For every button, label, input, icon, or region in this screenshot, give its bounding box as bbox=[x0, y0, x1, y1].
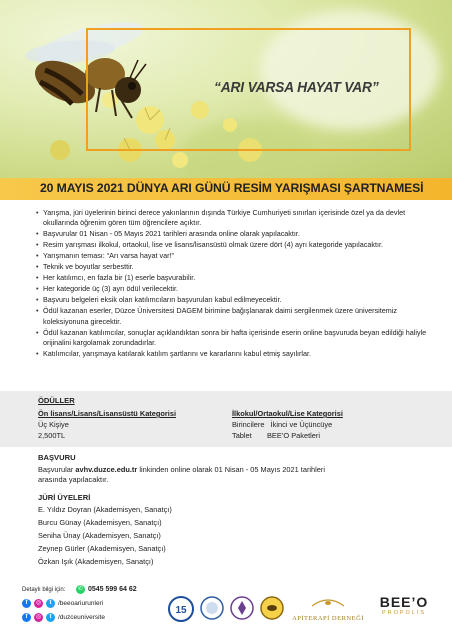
rule-item: • Yarışmanın teması: “Arı varsa hayat var!” bbox=[36, 251, 428, 261]
jury-member: E. Yıldız Doyran (Akademisyen, Sanatçı) bbox=[38, 505, 172, 514]
facebook-icon[interactable]: f bbox=[22, 613, 31, 622]
duzce-university-15-years-logo bbox=[168, 596, 194, 622]
apiterapi-label: APİTERAPİ DERNEĞİ bbox=[292, 615, 364, 622]
whatsapp-icon: ✆ bbox=[77, 586, 84, 592]
social-row-1 bbox=[22, 599, 103, 608]
instagram-icon[interactable]: ◎ bbox=[35, 600, 42, 606]
contact-phone[interactable]: 0545 599 64 62 bbox=[88, 586, 137, 593]
awards-right-category: İlkokul/Ortaokul/Lise Kategorisi bbox=[232, 409, 343, 418]
twitter-icon[interactable]: t bbox=[46, 613, 55, 622]
awards-left-prize: 2,500TL bbox=[38, 431, 66, 440]
beeo-wordmark: BEE’O bbox=[379, 594, 429, 610]
slogan: “ARI VARSA HAYAT VAR” bbox=[214, 79, 379, 96]
awards-right-prize-1: Tablet bbox=[232, 431, 252, 440]
awards-left-category: Ön lisans/Lisans/Lisansüstü Kategorisi bbox=[38, 409, 176, 418]
contact-handle-1[interactable]: /beeoariurunleri bbox=[58, 600, 104, 607]
awards-heading: ÖDÜLLER bbox=[38, 396, 75, 405]
rules-list bbox=[36, 208, 428, 360]
twitter-icon[interactable]: t bbox=[46, 599, 55, 608]
facebook-icon[interactable]: f bbox=[22, 599, 31, 608]
apiterapi-logo bbox=[292, 596, 364, 622]
university-seal-logo bbox=[200, 596, 224, 620]
instagram-icon[interactable]: ◎ bbox=[35, 614, 42, 620]
application-heading: BAŞVURU bbox=[38, 453, 76, 462]
jury-member: Seniha Ünay (Akademisyen, Sanatçı) bbox=[38, 531, 161, 540]
rule-item: • Teknik ve boyutlar serbesttir. bbox=[36, 262, 428, 272]
rule-item: • Başvurular 01 Nisan - 05 Mayıs 2021 tarihleri arasında online olarak yapılacaktır. bbox=[36, 229, 428, 239]
rule-item: • Ödül kazanan eserler, Düzce Üniversitesi DAGEM birimine bağışlanarak daimi sergilenmek üzere üniversitemiz koleksiyonuna girecektir. bbox=[36, 306, 428, 327]
apiterapi-bee-icon bbox=[292, 596, 364, 610]
application-link[interactable]: avhv.duzce.edu.tr bbox=[75, 465, 138, 474]
faculty-seal-logo bbox=[230, 596, 254, 620]
rule-item: • Katılımcılar, yarışmaya katılarak katılım şartlarını ve kararlarını kabul etmiş sayılırlar. bbox=[36, 349, 428, 359]
hero-image bbox=[0, 0, 452, 178]
contact-info-label: Detaylı bilgi için: bbox=[22, 587, 66, 593]
application-text-line2: arasında yapılacaktır. bbox=[38, 475, 109, 484]
rule-item: • Her kategoride üç (3) ayrı ödül verilecektir. bbox=[36, 284, 428, 294]
awards-left-rank: Üç Kişiye bbox=[38, 420, 69, 429]
svg-text:15: 15 bbox=[175, 605, 187, 616]
application-text-before: Başvurular bbox=[38, 465, 76, 474]
rule-item: • Her katılımcı, en fazla bir (1) eserle başvurabilir. bbox=[36, 273, 428, 283]
rule-item: • Başvuru belgeleri eksik olan katılımcıların başvuruları kabul edilmeyecektir. bbox=[36, 295, 428, 305]
awards-right-prize-2: BEE’O Paketleri bbox=[267, 431, 320, 440]
jury-member: Zeynep Gürler (Akademisyen, Sanatçı) bbox=[38, 544, 166, 553]
rule-item: • Resim yarışması ilkokul, ortaokul, lise ve lisans/lisansüstü olmak üzere dört (4) ayrı kategoride yapılacaktır. bbox=[36, 240, 428, 250]
contact-handle-2[interactable]: /duzceuniversite bbox=[58, 614, 105, 621]
jury-member: Burcu Günay (Akademisyen, Sanatçı) bbox=[38, 518, 162, 527]
beeo-logo bbox=[374, 594, 434, 616]
jury-member: Özkan Işık (Akademisyen, Sanatçı) bbox=[38, 557, 154, 566]
application-text-after: linkinden online olarak 01 Nisan - 05 Mayıs 2021 tarihleri bbox=[137, 465, 326, 474]
bee-research-logo bbox=[260, 596, 284, 620]
beeo-sub: PROPOLİS bbox=[381, 610, 427, 616]
awards-right-ranks: Birincilere İkinci ve Üçüncüye bbox=[232, 420, 333, 429]
rule-item: • Yarışma, jüri üyelerinin birinci derece yakınlarının dışında Türkiye Cumhuriyeti sınırları içerisinde özel ya da devlet okullarında öğrenim gören tüm öğrencilere açıktır. bbox=[36, 208, 428, 229]
phone-row bbox=[76, 585, 137, 594]
application-text bbox=[38, 465, 433, 474]
social-row-2 bbox=[22, 613, 105, 622]
page-title: 20 MAYIS 2021 DÜNYA ARI GÜNÜ RESİM YARIŞMASI ŞARTNAMESİ bbox=[40, 181, 424, 195]
rule-item: • Ödül kazanan katılımcılar, sonuçlar açıklandıktan sonra bir hafta içerisinde eserin online başvuruda beyan edildiği haliyle orijinalini kargolamak zorundadırlar. bbox=[36, 328, 428, 349]
jury-heading: JÜRİ ÜYELERİ bbox=[38, 493, 91, 502]
